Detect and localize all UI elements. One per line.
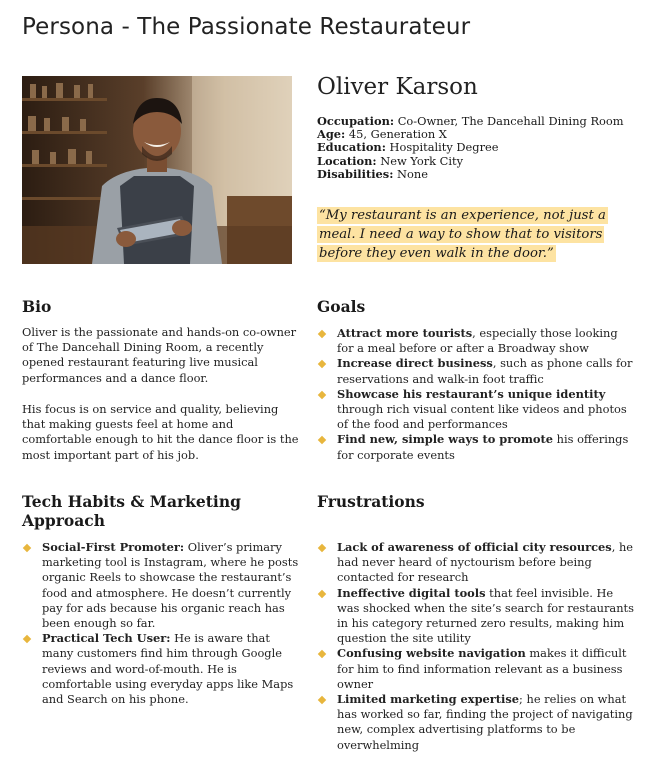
goal-item: Attract more tourists, especially those looking for a meal before or after a Broadway show [317, 326, 635, 356]
persona-quote: “My restaurant is an experience, not just a meal. I need a way to show that to visitors before they even walk in the door.” [319, 208, 606, 261]
bio-paragraph-2: His focus is on service and quality, believing that making guests feel at home and comfortable enough to hit the dance floor is the most important part of his job. [22, 402, 299, 462]
frustration-item: Lack of awareness of official city resources, he had never heard of nyctourism before being contacted for research [317, 540, 635, 586]
goals-heading: Goals [317, 297, 366, 316]
persona-facts [317, 115, 647, 181]
bio-heading: Bio [22, 297, 52, 316]
page-title: Persona - The Passionate Restaurateur [22, 14, 471, 40]
diamond-bullet-icon [318, 650, 326, 658]
tech-item: Social-First Promoter: Oliver’s primary marketing tool is Instagram, where he posts organic Reels to showcase the restaurant’s food and atmosphere. He doesn’t currently pay for ads because his organic reach has been enough so far. [22, 540, 304, 631]
frustration-item: Limited marketing expertise; he relies on what has worked so far, finding the project of navigating new, complex advertising platforms to be overwhelming [317, 692, 635, 753]
tech-list [22, 540, 304, 707]
diamond-bullet-icon [318, 696, 326, 704]
tech-item: Practical Tech User: He is aware that many customers find him through Google reviews and word-of-mouth. He is comfortable using everyday apps like Maps and Search on his phone. [22, 631, 304, 707]
bio-paragraph-1: Oliver is the passionate and hands-on co-owner of The Dancehall Dining Room, a recently opened restaurant featuring live musical performances and a dance floor. [22, 325, 297, 385]
fact-age: Age: 45, Generation X [317, 127, 447, 142]
goal-item: Showcase his restaurant’s unique identity through rich visual content like videos and photos of the food and performances [317, 387, 635, 433]
fact-location: Location: New York City [317, 153, 464, 168]
diamond-bullet-icon [318, 436, 326, 444]
diamond-bullet-icon [318, 544, 326, 552]
diamond-bullet-icon [318, 391, 326, 399]
persona-name: Oliver Karson [317, 74, 478, 100]
frustrations-list [317, 540, 635, 753]
tech-heading: Tech Habits & Marketing Approach [22, 492, 241, 530]
frustration-item: Ineffective digital tools that feel invisible. He was shocked when the site’s search for restaurants in his category returned zero results, making him question the site utility [317, 586, 635, 647]
fact-occupation: Occupation: Co-Owner, The Dancehall Dining Room [317, 114, 624, 128]
diamond-bullet-icon [318, 330, 326, 338]
diamond-bullet-icon [318, 360, 326, 368]
diamond-bullet-icon [23, 544, 31, 552]
fact-education: Education: Hospitality Degree [317, 140, 499, 155]
persona-photo-illustration [22, 76, 292, 264]
diamond-bullet-icon [23, 635, 31, 643]
goal-item: Find new, simple ways to promote his offerings for corporate events [317, 432, 635, 462]
goal-item: Increase direct business, such as phone calls for reservations and walk-in foot traffic [317, 356, 635, 386]
persona-photo [22, 76, 292, 264]
goals-list [317, 326, 635, 463]
frustrations-heading: Frustrations [317, 492, 425, 511]
diamond-bullet-icon [318, 589, 326, 597]
frustration-item: Confusing website navigation makes it difficult for him to find information relevant as a business owner [317, 646, 635, 692]
fact-disabilities: Disabilities: None [317, 166, 428, 181]
